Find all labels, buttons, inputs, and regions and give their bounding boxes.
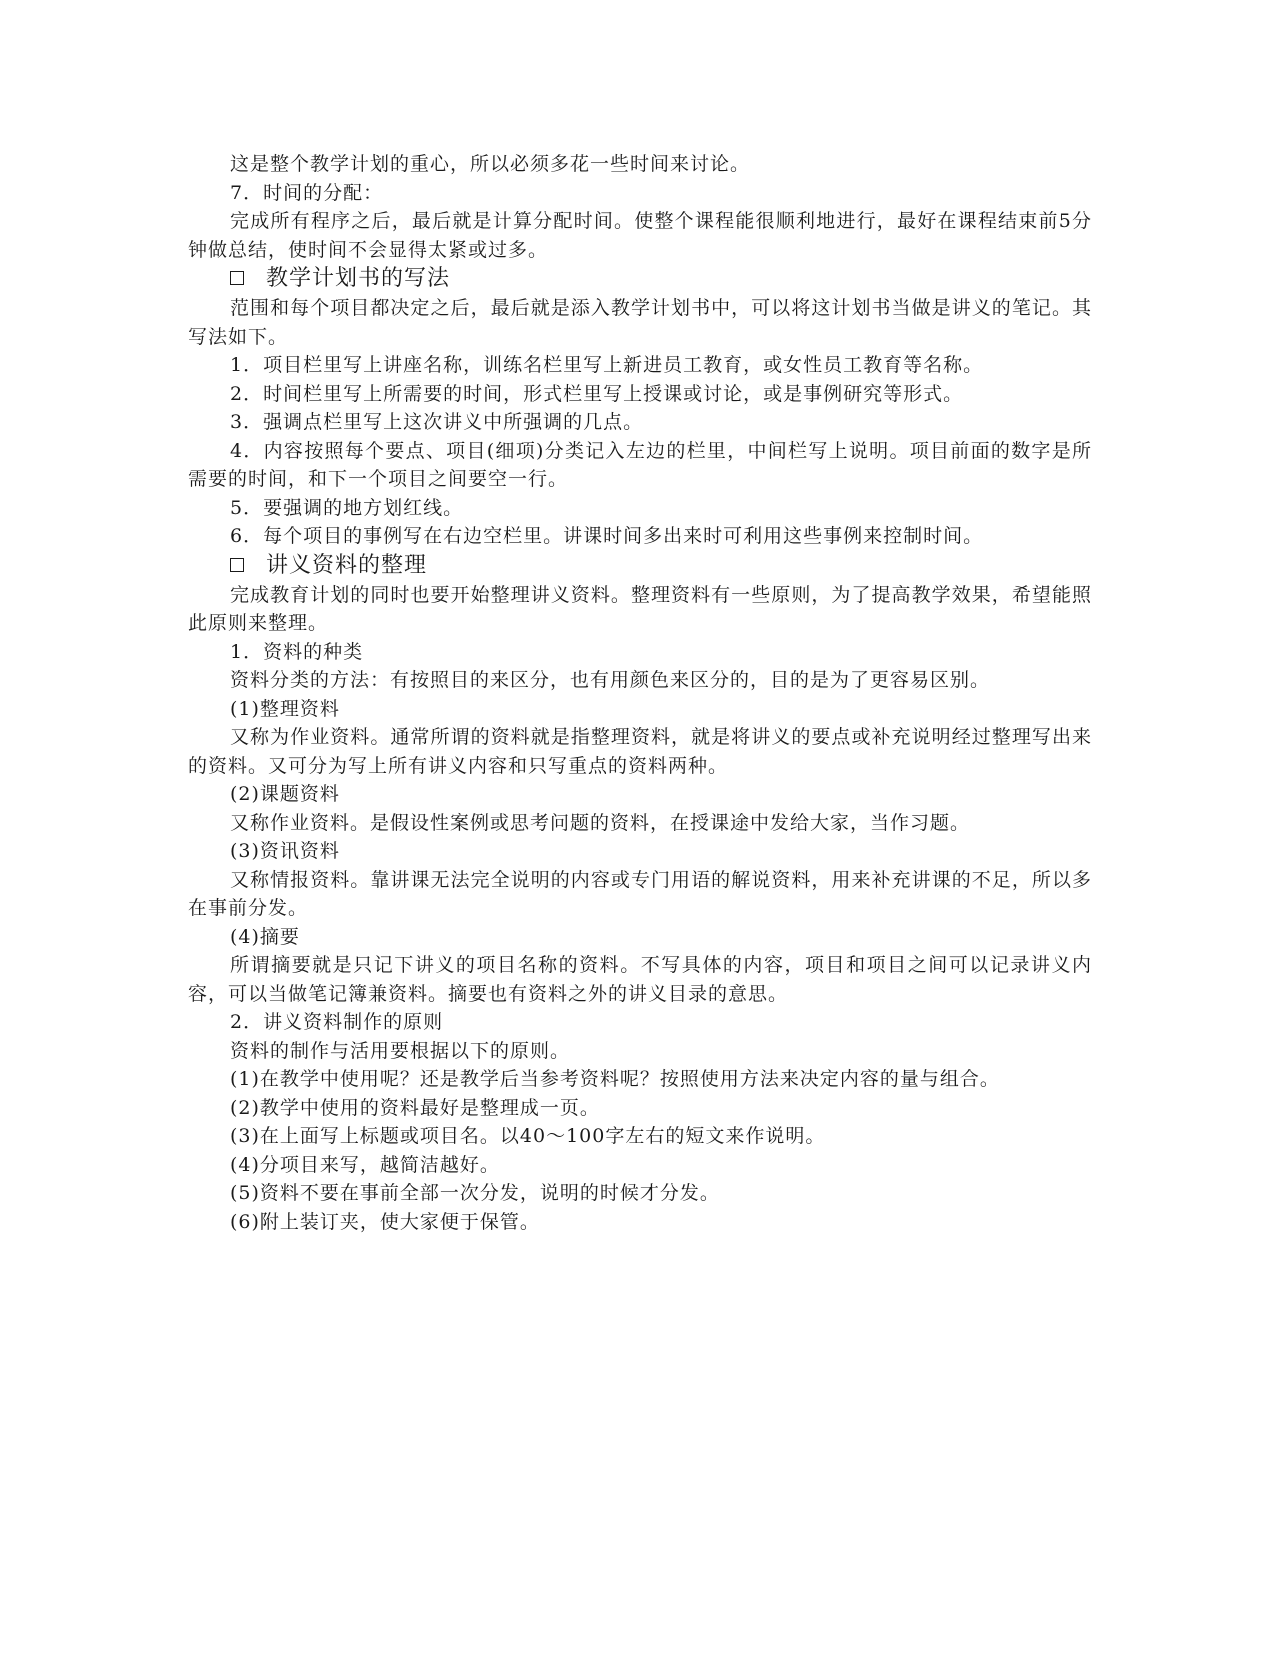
list-item: 2．时间栏里写上所需要的时间，形式栏里写上授课或讨论，或是事例研究等形式。 bbox=[230, 382, 964, 405]
list-item: 3．强调点栏里写上这次讲义中所强调的几点。 bbox=[230, 411, 644, 433]
square-box-icon bbox=[230, 558, 244, 572]
text-line: 资料分类的方法：有按照目的来区分，也有用颜色来区分的，目的是为了更容易区别。 bbox=[230, 669, 991, 691]
section-heading-text: 讲义资料的整理 bbox=[266, 552, 428, 578]
list-item: (3)在上面写上标题或项目名。以40～100字左右的短文来作说明。 bbox=[230, 1125, 826, 1147]
list-item: 6．每个项目的事例写在右边空栏里。讲课时间多出来时可利用这些事例来控制时间。 bbox=[230, 525, 984, 547]
paragraph: 又称情报资料。靠讲课无法完全说明的内容或专门用语的解说资料，用来补充讲课的不足，所以多在事前分发。 bbox=[188, 868, 1092, 919]
paragraph: 所谓摘要就是只记下讲义的项目名称的资料。不写具体的内容，项目和项目之间可以记录讲义内容，可以当做笔记簿兼资料。摘要也有资料之外的讲义目录的意思。 bbox=[188, 954, 1092, 1005]
text-line: 这是整个教学计划的重心，所以必须多花一些时间来讨论。 bbox=[230, 153, 751, 175]
list-item: 1．项目栏里写上讲座名称，训练名栏里写上新进员工教育，或女性员工教育等名称。 bbox=[230, 354, 984, 376]
subsection-title: (3)资讯资料 bbox=[230, 840, 340, 862]
section-item-title: 1．资料的种类 bbox=[230, 640, 364, 663]
paragraph: 完成教育计划的同时也要开始整理讲义资料。整理资料有一些原则，为了提高教学效果，希望能照此原则来整理。 bbox=[188, 583, 1092, 634]
paragraph: 完成所有程序之后，最后就是计算分配时间。使整个课程能很顺利地进行，最好在课程结束前5分钟做总结，使时间不会显得太紧或过多。 bbox=[188, 210, 1092, 261]
paragraph: 范围和每个项目都决定之后，最后就是添入教学计划书中，可以将这计划书当做是讲义的笔记。其写法如下。 bbox=[188, 297, 1092, 348]
list-item: 5．要强调的地方划红线。 bbox=[230, 496, 464, 519]
subsection-title: (4)摘要 bbox=[230, 925, 300, 948]
section-item-title: 2．讲义资料制作的原则 bbox=[230, 1011, 444, 1033]
subsection-title: (2)课题资料 bbox=[230, 783, 340, 805]
subsection-title: (1)整理资料 bbox=[230, 697, 340, 720]
section-heading bbox=[188, 264, 1092, 294]
section-heading bbox=[188, 551, 1092, 581]
text-line: 资料的制作与活用要根据以下的原则。 bbox=[230, 1039, 571, 1062]
list-item: (2)教学中使用的资料最好是整理成一页。 bbox=[230, 1096, 600, 1119]
paragraph: 又称为作业资料。通常所谓的资料就是指整理资料，就是将讲义的要点或补充说明经过整理写出来的资料。又可分为写上所有讲义内容和只写重点的资料两种。 bbox=[188, 726, 1092, 777]
square-box-icon bbox=[230, 271, 244, 285]
list-item: (5)资料不要在事前全部一次分发，说明的时候才分发。 bbox=[230, 1182, 720, 1204]
list-item: (4)分项目来写，越简洁越好。 bbox=[230, 1153, 500, 1176]
section-item-title: 7．时间的分配： bbox=[230, 181, 384, 204]
section-heading-text: 教学计划书的写法 bbox=[266, 266, 451, 291]
document-body bbox=[188, 150, 1092, 1236]
list-item: (1)在教学中使用呢？还是教学后当参考资料呢？按照使用方法来决定内容的量与组合。 bbox=[230, 1068, 1000, 1090]
list-item: (6)附上装订夹，使大家便于保管。 bbox=[230, 1210, 540, 1233]
text-line: 又称作业资料。是假设性案例或思考问题的资料，在授课途中发给大家，当作习题。 bbox=[230, 811, 971, 834]
list-item: 4．内容按照每个要点、项目(细项)分类记入左边的栏里，中间栏写上说明。项目前面的数字是所需要的时间，和下一个项目之间要空一行。 bbox=[188, 439, 1092, 490]
